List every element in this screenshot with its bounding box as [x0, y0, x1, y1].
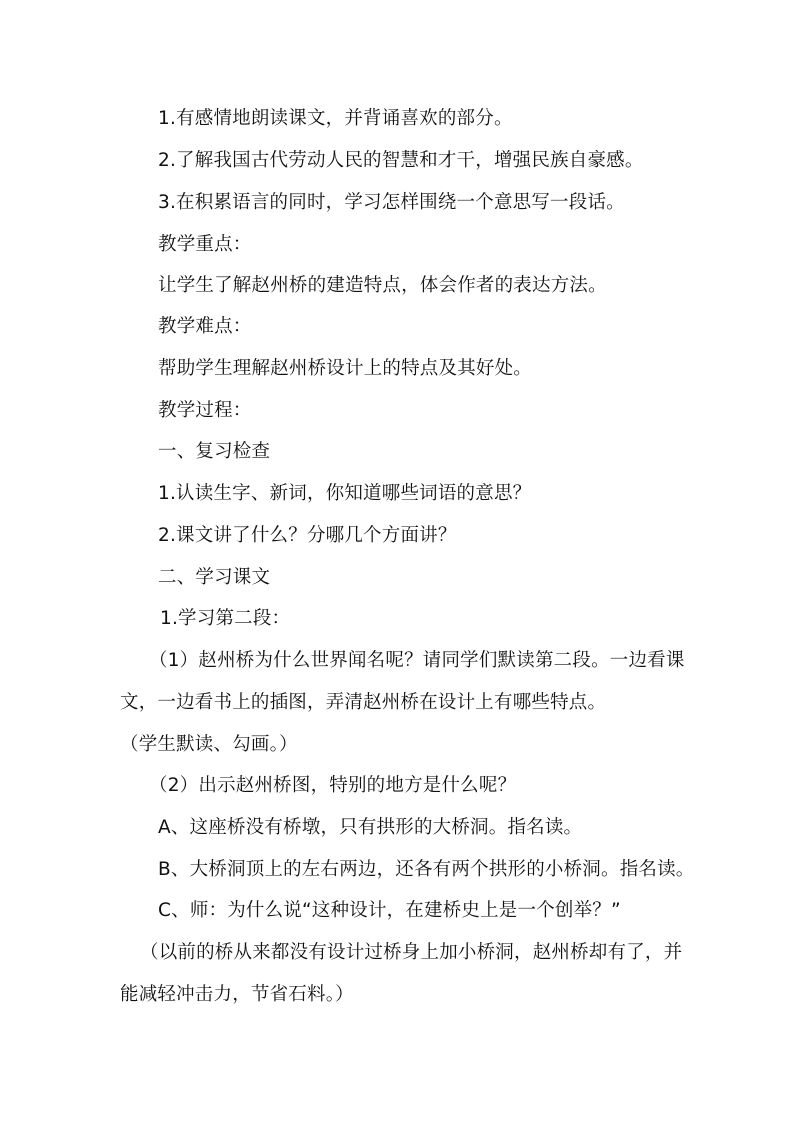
section-2-heading: 二、学习课文 — [158, 567, 271, 588]
objective-3: 3.在积累语言的同时，学习怎样围绕一个意思写一段话。 — [158, 192, 625, 213]
process-heading: 教学过程： — [158, 400, 252, 421]
explanation-line-2: 能减轻冲击力，节省石料。） — [120, 984, 354, 1005]
key-points-text: 让学生了解赵州桥的建造特点，体会作者的表达方法。 — [158, 275, 607, 296]
point-c: C、师：为什么说“这种设计，在建桥史上是一个创举？” — [158, 900, 621, 921]
question-1-line-1: （1）赵州桥为什么世界闻名呢？请同学们默读第二段。一边看课 — [149, 650, 685, 671]
key-points-heading: 教学重点： — [158, 234, 252, 255]
difficulties-text: 帮助学生理解赵州桥设计上的特点及其好处。 — [158, 358, 533, 379]
difficulties-heading: 教学难点： — [158, 316, 252, 337]
study-paragraph-2-heading: 1.学习第二段： — [160, 608, 291, 629]
point-b: B、大桥洞顶上的左右两边，还各有两个拱形的小桥洞。指名读。 — [158, 859, 695, 880]
question-2: （2）出示赵州桥图，特别的地方是什么呢？ — [149, 775, 517, 796]
review-item-2: 2.课文讲了什么？分哪几个方面讲？ — [158, 525, 457, 546]
objective-1: 1.有感情地朗读课文，并背诵喜欢的部分。 — [158, 108, 513, 129]
student-activity-note: （学生默读、勾画。） — [120, 734, 298, 755]
question-1-line-2: 文，一边看书上的插图，弄清赵州桥在设计上有哪些特点。 — [120, 692, 607, 713]
point-a: A、这座桥没有桥墩，只有拱形的大桥洞。指名读。 — [158, 817, 583, 838]
objective-2: 2.了解我国古代劳动人民的智慧和才干，增强民族自豪感。 — [158, 150, 644, 171]
section-1-heading: 一、复习检查 — [158, 441, 271, 462]
explanation-line-1: （以前的桥从来都没有设计过桥身上加小桥洞，赵州桥却有了，并 — [140, 942, 683, 963]
review-item-1: 1.认读生字、新词，你知道哪些词语的意思？ — [158, 483, 532, 504]
